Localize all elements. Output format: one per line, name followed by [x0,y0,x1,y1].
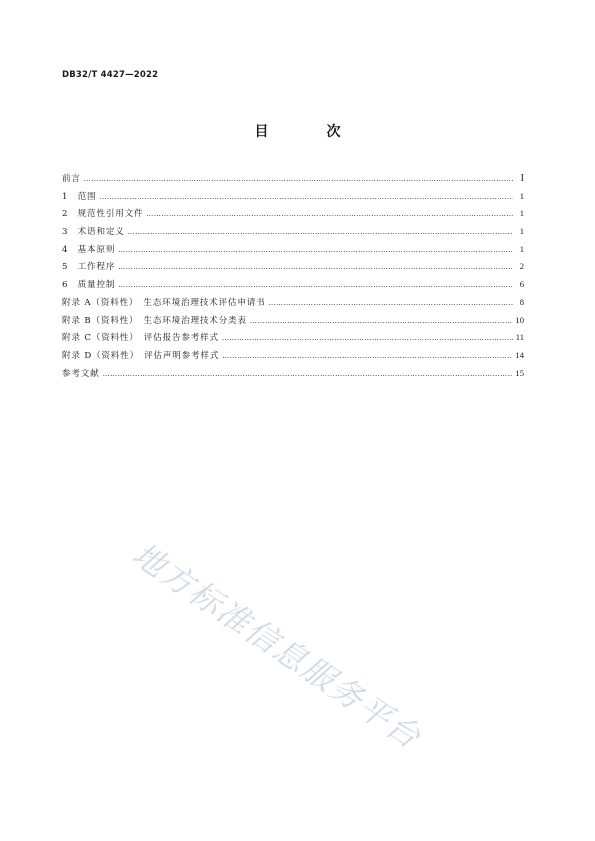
toc-entry-label: 1 范围 [62,191,97,202]
toc-entry-page: 10 [515,314,524,325]
toc-entry[interactable] [62,170,524,188]
toc-entry-page: 15 [515,367,524,378]
dot-leader [222,330,513,348]
toc-entry-page: 1 [519,208,524,219]
dot-leader [146,206,513,224]
dot-leader [84,171,513,189]
toc-entry-label: 附录 D（资料性） 评估声明参考样式 [62,350,220,361]
toc-entry-label: 参考文献 [62,368,100,379]
toc-entry[interactable] [62,276,524,294]
toc-entry-label: 5 工作程序 [62,262,116,273]
toc-entry[interactable] [62,223,524,241]
toc-entry[interactable] [62,294,524,312]
toc-title: 目 次 [254,124,363,140]
dot-leader [128,224,513,242]
dot-leader [222,348,512,366]
toc-entry-page: 8 [519,296,524,307]
dot-leader [103,366,513,384]
dot-leader [269,295,513,313]
toc-entry-page: 1 [519,190,524,201]
dot-leader [250,313,513,331]
toc-entry[interactable] [62,312,524,330]
toc-entry-label: 3 术语和定义 [62,227,125,238]
toc-entry[interactable] [62,347,524,365]
toc-entry-label: 附录 C（资料性） 评估报告参考样式 [62,333,219,344]
dot-leader [118,242,513,260]
toc-entry-label: 前言 [62,174,81,184]
toc-entry-label: 附录 A（资料性） 生态环境治理技术评估申请书 [62,297,266,308]
toc-entry-page: 14 [515,349,524,360]
dot-leader [118,259,513,277]
toc-entry-page: I [520,173,524,184]
toc-entry[interactable] [62,365,524,383]
toc-entry[interactable] [62,329,524,347]
toc-entry-label: 2 规范性引用文件 [62,209,144,220]
toc-entry[interactable] [62,205,524,223]
watermark: 地方标准信息服务平台 [125,534,429,757]
table-of-contents [62,170,524,382]
toc-entry[interactable] [62,188,524,206]
toc-entry-page: 1 [519,226,524,237]
toc-entry-label: 6 质量控制 [62,280,116,291]
toc-entry-label: 4 基本原则 [62,244,116,255]
toc-entry-page: 6 [519,279,524,290]
toc-entry[interactable] [62,258,524,276]
document-code: DB32/T 4427—2022 [62,70,159,80]
toc-entry-label: 附录 B（资料性） 生态环境治理技术分类表 [62,315,247,326]
dot-leader [99,189,513,207]
toc-entry[interactable] [62,241,524,259]
toc-entry-page: 2 [519,261,524,272]
toc-entry-page: 11 [515,332,524,343]
dot-leader [118,277,513,295]
toc-entry-page: 1 [519,243,524,254]
